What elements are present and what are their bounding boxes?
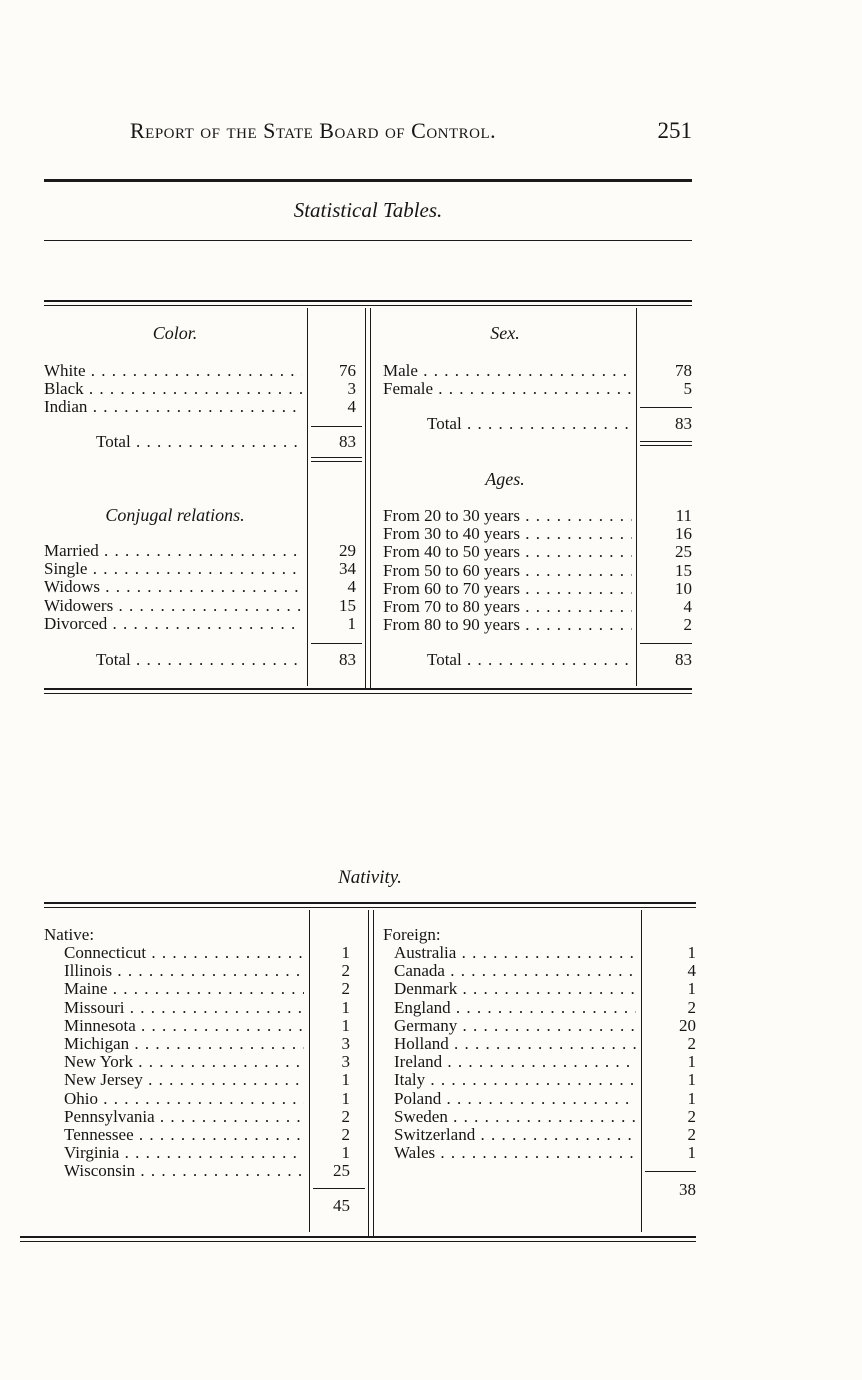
native-row-value: 1 xyxy=(341,997,350,1017)
native-row-value: 2 xyxy=(341,1125,350,1144)
color-row-value: 3 xyxy=(347,379,356,399)
ages-row-value: 2 xyxy=(683,615,692,635)
color-row-value: 76 xyxy=(339,361,356,380)
foreign-total-value: 38 xyxy=(679,1180,696,1199)
foreign-row-label: Poland . . . xyxy=(394,1090,636,1108)
native-row-label: Maine . . . xyxy=(64,980,304,998)
foreign-row-label: Italy . . . xyxy=(394,1071,636,1089)
conjugal-row-value: 34 xyxy=(339,559,356,579)
native-row-value: 1 xyxy=(341,1015,350,1035)
ages-row-label: From 50 to 60 years . . . xyxy=(383,562,632,580)
native-row-label: Missouri . . . xyxy=(64,999,304,1017)
foreign-row-value: 1 xyxy=(687,1088,696,1108)
foreign-row-value: 1 xyxy=(687,1070,696,1090)
foreign-row-value: 2 xyxy=(687,1106,696,1126)
nativity-bottom-rule xyxy=(20,1236,696,1242)
foreign-row-label: Australia . . . xyxy=(394,944,636,962)
native-row-label: Connecticut . . . xyxy=(64,944,304,962)
foreign-row-label: England . . . xyxy=(394,999,636,1017)
section-subtitle: Statistical Tables. xyxy=(293,198,443,222)
sex-row-value: 5 xyxy=(683,379,692,399)
native-row-label: Minnesota . . . xyxy=(64,1017,304,1035)
foreign-row-value: 2 xyxy=(687,1125,696,1144)
foreign-row-label: Germany . . . xyxy=(394,1017,636,1035)
sex-total-value: 83 xyxy=(675,414,692,433)
ages-row-value: 15 xyxy=(675,560,692,580)
sex-heading: Sex. xyxy=(490,323,520,343)
foreign-row-value: 1 xyxy=(687,1143,696,1163)
native-row-value: 3 xyxy=(341,1052,350,1072)
color-row-label: White . . . xyxy=(44,362,302,380)
foreign-row-label: Sweden . . . xyxy=(394,1108,636,1126)
ages-row-label: From 30 to 40 years . . . xyxy=(383,525,632,543)
conjugal-row-label: Married . . . xyxy=(44,542,302,560)
foreign-row-value: 1 xyxy=(687,943,696,962)
ages-total-value: 83 xyxy=(675,650,692,669)
column-divider xyxy=(368,910,369,1236)
native-row-value: 1 xyxy=(341,1088,350,1108)
foreign-row-value: 1 xyxy=(687,979,696,999)
foreign-row-label: Ireland . . . xyxy=(394,1053,636,1071)
color-row-label: Indian . . . xyxy=(44,398,302,416)
ages-heading: Ages. xyxy=(485,469,525,489)
foreign-row-label: Wales . . . xyxy=(394,1144,636,1162)
native-row-value: 2 xyxy=(341,961,350,981)
ages-row-label: From 80 to 90 years . . . xyxy=(383,616,632,634)
native-row-value: 2 xyxy=(341,979,350,999)
conjugal-row-value: 15 xyxy=(339,595,356,615)
native-row-label: Illinois . . . xyxy=(64,962,304,980)
native-row-label: Wisconsin . . . xyxy=(64,1162,304,1180)
ages-row-label: From 20 to 30 years . . . xyxy=(383,507,632,525)
foreign-row-label: Canada . . . xyxy=(394,962,636,980)
conjugal-row-value: 1 xyxy=(347,613,356,633)
native-row-label: Ohio . . . xyxy=(64,1090,304,1108)
native-row-value: 1 xyxy=(341,1070,350,1090)
ages-row-value: 11 xyxy=(675,506,692,525)
conjugal-total-value: 83 xyxy=(339,650,356,669)
conjugal-total-label: Total . . . xyxy=(96,651,302,669)
foreign-row-value: 20 xyxy=(679,1015,696,1035)
sex-row-label: Female . . . xyxy=(383,380,632,398)
native-sum-line xyxy=(313,1188,365,1189)
page-number: 251 xyxy=(657,118,692,143)
color-row-label: Black . . . xyxy=(44,380,302,398)
conjugal-row-label: Single . . . xyxy=(44,560,302,578)
ages-row-value: 10 xyxy=(675,578,692,598)
foreign-row-label: Switzerland . . . xyxy=(394,1126,636,1144)
ages-row-value: 25 xyxy=(675,542,692,562)
native-row-value: 1 xyxy=(341,1143,350,1163)
native-row-value: 1 xyxy=(341,943,350,962)
foreign-row-label: Holland . . . xyxy=(394,1035,636,1053)
ages-row-label: From 60 to 70 years . . . xyxy=(383,580,632,598)
foreign-row-value: 2 xyxy=(687,997,696,1017)
native-row-value: 3 xyxy=(341,1034,350,1053)
column-divider xyxy=(641,910,642,1232)
foreign-row-value: 4 xyxy=(687,961,696,981)
conjugal-row-value: 29 xyxy=(339,541,356,560)
color-row-value: 4 xyxy=(347,397,356,417)
native-row-label: Virginia . . . xyxy=(64,1144,304,1162)
ages-row-value: 4 xyxy=(683,597,692,616)
report-title: Report of the State Board of Control. xyxy=(130,118,497,143)
foreign-sum-line xyxy=(645,1171,696,1172)
ages-row-label: From 40 to 50 years . . . xyxy=(383,543,632,561)
native-label: Native: xyxy=(44,925,95,944)
native-total-value: 45 xyxy=(333,1196,350,1215)
ages-row-label: From 70 to 80 years . . . xyxy=(383,598,632,616)
ages-row-value: 16 xyxy=(675,524,692,544)
foreign-label: Foreign: xyxy=(383,925,441,944)
native-row-label: Tennessee . . . xyxy=(64,1126,304,1144)
conjugal-row-label: Widows . . . xyxy=(44,578,302,596)
nativity-heading: Nativity. xyxy=(338,867,402,888)
conjugal-row-label: Divorced . . . xyxy=(44,615,302,633)
ages-total-label: Total . . . xyxy=(427,651,631,669)
native-row-label: Pennsylvania . . . xyxy=(64,1108,304,1126)
sex-row-value: 78 xyxy=(675,361,692,380)
native-row-value: 25 xyxy=(333,1161,350,1181)
sex-row-label: Male . . . xyxy=(383,362,632,380)
native-row-label: New Jersey . . . xyxy=(64,1071,304,1089)
native-row-value: 2 xyxy=(341,1106,350,1126)
foreign-row-value: 2 xyxy=(687,1034,696,1053)
native-row-label: New York . . . xyxy=(64,1053,304,1071)
color-total-value: 83 xyxy=(339,432,356,451)
conjugal-heading: Conjugal relations. xyxy=(105,505,245,525)
conjugal-row-label: Widowers . . . xyxy=(44,597,302,615)
foreign-row-value: 1 xyxy=(687,1052,696,1072)
foreign-row-label: Denmark . . . xyxy=(394,980,636,998)
color-total-label: Total . . . xyxy=(96,433,302,451)
conjugal-row-value: 4 xyxy=(347,577,356,597)
column-divider xyxy=(373,910,374,1236)
nativity-top-rule xyxy=(44,902,696,908)
native-row-label: Michigan . . . xyxy=(64,1035,304,1053)
sex-total-label: Total . . . xyxy=(427,415,631,433)
color-heading: Color. xyxy=(152,323,198,343)
